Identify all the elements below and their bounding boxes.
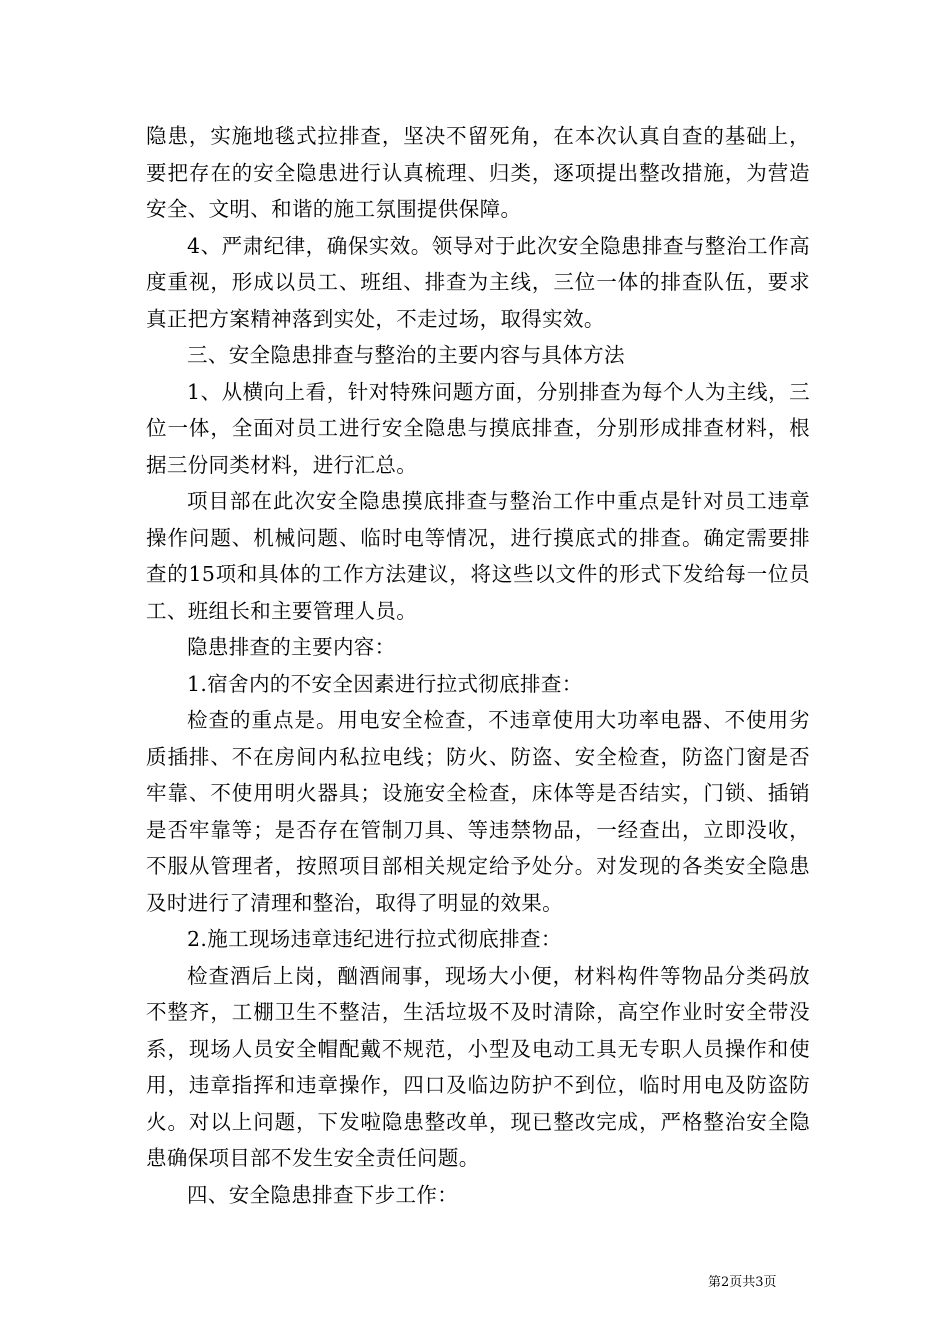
paragraph-6: 隐患排查的主要内容： <box>187 635 396 659</box>
paragraph-10: 检查酒后上岗，酗酒闹事，现场大小便，材料构件等物品分类码放不整齐，工棚卫生不整洁，生活垃圾不及时清除，高空作业时安全带没系，现场人员安全帽配戴不规范，小型及电动工具无专职人员操作和使用，违章指挥和违章操作，四口及临边防护不到位，临时用电及防盗防火。对以上问题，下发啦隐患整改单，现已整改完成，严格整治安全隐患确保项目部不发生安全责任问题。 <box>146 963 810 1170</box>
paragraph-8: 检查的重点是。用电安全检查，不违章使用大功率电器、不使用劣质插排、不在房间内私拉电线；防火、防盗、安全检查，防盗门窗是否牢靠、不使用明火器具；设施安全检查，床体等是否结实，门锁、插销是否牢靠等；是否存在管制刀具、等违禁物品，一经查出，立即没收，不服从管理者，按照项目部相关规定给予处分。对发现的各类安全隐患及时进行了清理和整治，取得了明显的效果。 <box>146 708 810 915</box>
document-body <box>146 118 810 1213</box>
section-heading-4: 四、安全隐患排查下步工作： <box>187 1182 459 1207</box>
subheading-site: 2.施工现场违章违纪进行拉式彻底排查： <box>187 927 562 951</box>
subheading-dormitory: 1.宿舍内的不安全因素进行拉式彻底排查： <box>187 671 583 696</box>
paragraph-4: 1、从横向上看，针对特殊问题方面，分别排查为每个人为主线，三位一体，全面对员工进行安全隐患与摸底排查，分别形成排查材料，根据三份同类材料，进行汇总。 <box>146 379 810 477</box>
page-number-footer: 第2页共3页 <box>708 1275 777 1290</box>
paragraph-1: 隐患，实施地毯式拉排查，坚决不留死角，在本次认真自查的基础上，要把存在的安全隐患进行认真梳理、归类，逐项提出整改措施，为营造安全、文明、和谐的施工氛围提供保障。 <box>146 124 810 221</box>
section-heading-3: 三、安全隐患排查与整治的主要内容与具体方法 <box>187 343 625 367</box>
paragraph-5: 项目部在此次安全隐患摸底排查与整治工作中重点是针对员工违章操作问题、机械问题、临时电等情况，进行摸底式的排查。确定需要排查的15项和具体的工作方法建议，将这些以文件的形式下发给每一位员工、班组长和主要管理人员。 <box>146 489 810 623</box>
paragraph-2: 4、严肃纪律，确保实效。领导对于此次安全隐患排查与整治工作高度重视，形成以员工、班组、排查为主线，三位一体的排查队伍，要求真正把方案精神落到实处，不走过场，取得实效。 <box>146 233 810 331</box>
